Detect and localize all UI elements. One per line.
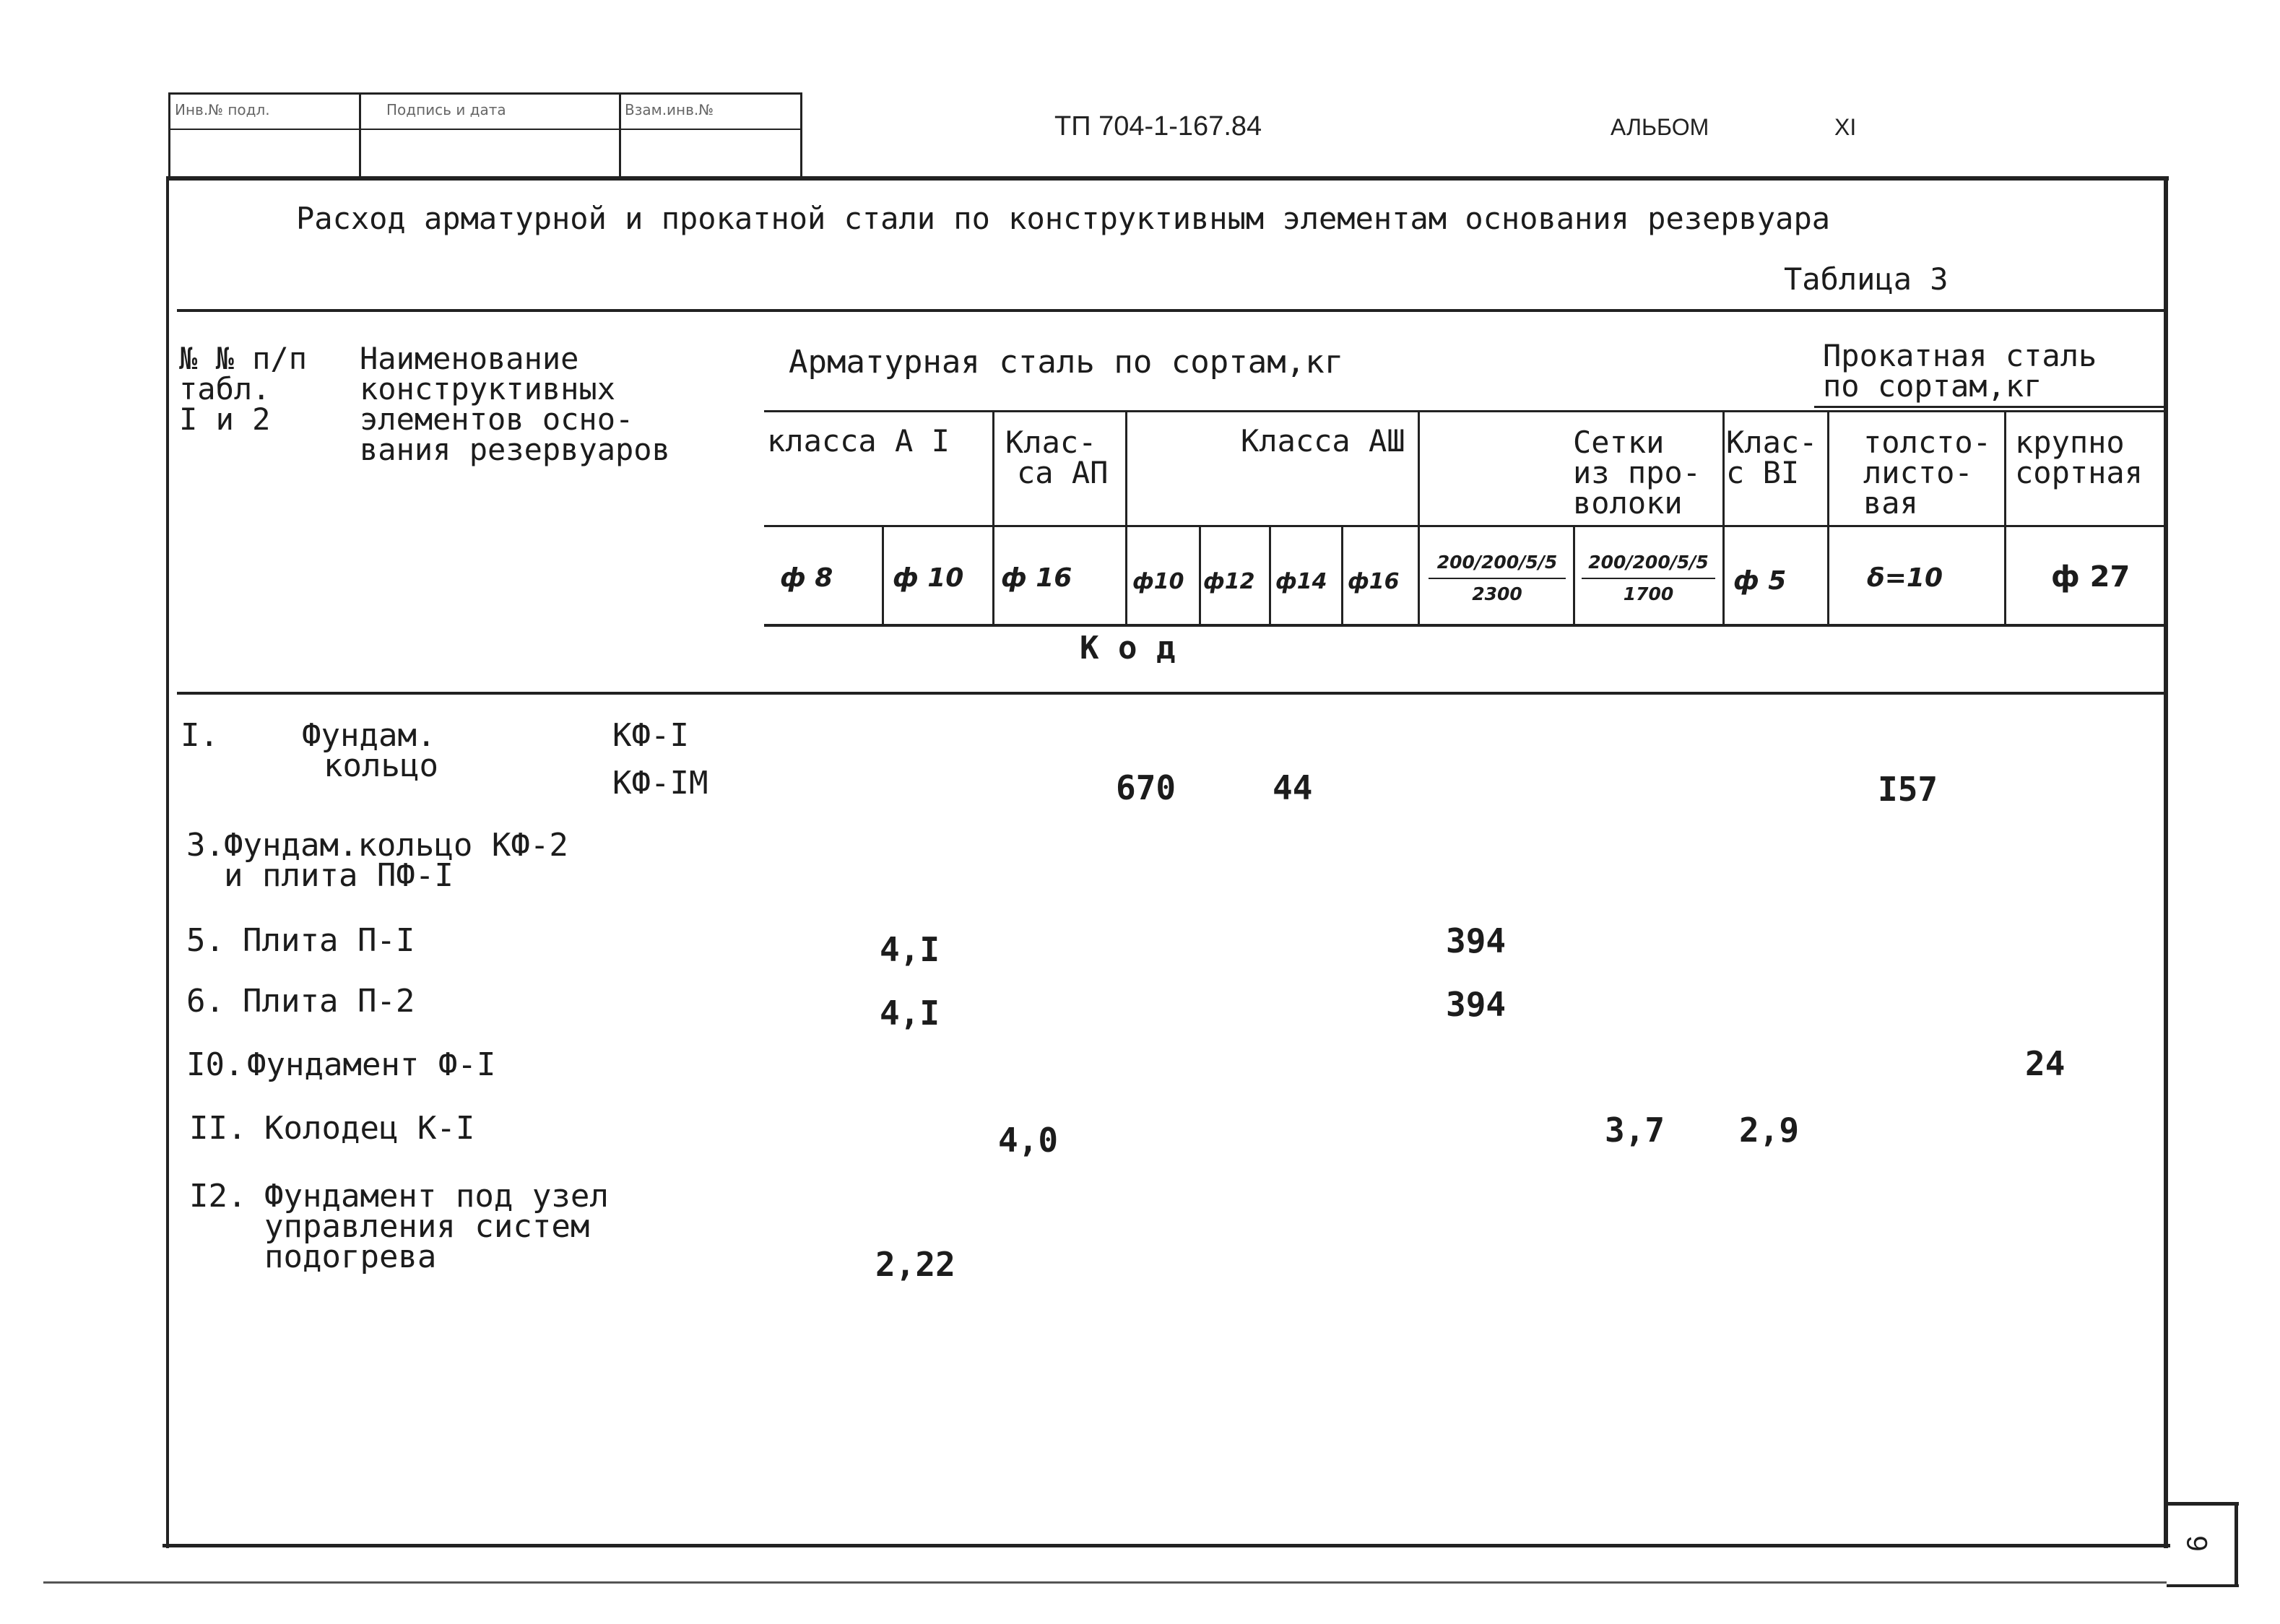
- num-header-3: I и 2: [179, 401, 271, 437]
- row-6-a1-10: 4,I: [880, 994, 940, 1033]
- frame-top: [168, 176, 2169, 181]
- album-label: АЛЬБОМ: [1611, 114, 1709, 140]
- dia-a3-14: ф14: [1275, 569, 1327, 594]
- frame-bottom: [162, 1544, 2170, 1547]
- page-title: Расход арматурной и прокатной стали по конструктивным элементам основания резервуара: [296, 201, 1831, 236]
- stamp-label-inv: Инв.№ подл.: [175, 101, 270, 118]
- class-b1-header-1: Клас-: [1726, 425, 1818, 460]
- row-5-mesh1: 394: [1446, 921, 1507, 960]
- class-mesh-header-2: из про-: [1573, 455, 1702, 490]
- dia-a1-10: ф 10: [893, 563, 964, 593]
- class-mesh-header-3: волоки: [1573, 485, 1683, 521]
- row-12-name-1: Фундамент под узел: [264, 1178, 609, 1215]
- code-label: К о д: [1080, 630, 1176, 666]
- row-3-num: 3.: [186, 827, 225, 864]
- dia-a3-16: ф16: [1348, 569, 1400, 594]
- dia-a1-8: ф 8: [780, 563, 833, 593]
- row-12-a1-10: 2,22: [875, 1245, 955, 1284]
- dia-mesh2-top: 200/200/5/5: [1588, 552, 1709, 573]
- doc-code: ТП 704-1-167.84: [1054, 111, 1262, 142]
- dia-sheet-10: δ=10: [1867, 563, 1943, 593]
- row-11-mesh2: 3,7: [1605, 1111, 1665, 1150]
- frame-right: [2164, 176, 2168, 1548]
- name-header-4: вания резервуаров: [360, 432, 670, 467]
- num-header-1: № № п/п: [179, 341, 308, 376]
- stamp-label-sign: Подпись и дата: [386, 101, 506, 118]
- dia-a2-16: ф 16: [1001, 563, 1072, 593]
- rolled-group-header-2: по сортам,кг: [1823, 368, 2042, 404]
- stamp-label-repl: Взам.инв.№: [625, 101, 714, 118]
- dia-mesh1-top: 200/200/5/5: [1436, 552, 1558, 573]
- class-a2-header-2: са АП: [1017, 455, 1109, 490]
- dia-mesh2-bottom: 1700: [1623, 583, 1674, 604]
- row-1-code-2: КФ-IМ: [612, 765, 708, 802]
- row-3-name-2: и плита ПФ-I: [224, 857, 454, 894]
- dia-a3-12: ф12: [1203, 569, 1255, 594]
- sheet-number: 9: [2180, 1535, 2213, 1552]
- class-large-header-2: сортная: [2015, 455, 2144, 490]
- dia-large-27: ф 27: [2051, 560, 2131, 594]
- class-sheet-header-1: толсто-: [1863, 425, 1992, 460]
- row-10-large-27: 24: [2025, 1044, 2066, 1083]
- name-header-1: Наименование: [360, 341, 579, 376]
- row-11-b1-5: 2,9: [1739, 1111, 1800, 1150]
- class-b1-header-2: с ВI: [1726, 455, 1800, 490]
- class-a1-header: класса А I: [767, 423, 950, 459]
- row-6-mesh1: 394: [1446, 985, 1507, 1024]
- class-a3-header: Класса АШ: [1241, 423, 1405, 459]
- dia-b1-5: ф 5: [1733, 566, 1787, 596]
- row-5-num: 5.: [186, 922, 225, 959]
- num-header-2: табл.: [179, 371, 271, 407]
- row-1-sheet-10: I57: [1878, 770, 1938, 809]
- row-1-name-1: Фундам.: [302, 717, 436, 754]
- class-sheet-header-3: вая: [1863, 485, 1918, 521]
- row-6-num: 6.: [186, 983, 225, 1020]
- class-mesh-header-1: Сетки: [1573, 425, 1665, 460]
- row-3-name-1: Фундам.кольцо КФ-2: [224, 827, 568, 864]
- row-6-name-1: Плита П-2: [243, 983, 415, 1020]
- row-5-name-1: Плита П-I: [243, 922, 415, 959]
- dia-mesh1-bottom: 2300: [1472, 583, 1522, 604]
- row-1-a3-10: 670: [1116, 768, 1176, 807]
- row-5-a1-10: 4,I: [880, 930, 940, 969]
- class-a2-header-1: Клас-: [1005, 425, 1097, 460]
- row-1-num: I.: [181, 717, 219, 754]
- name-header-2: конструктивных: [360, 371, 616, 407]
- frame-left: [166, 176, 169, 1548]
- row-1-name-2: кольцо: [324, 747, 438, 784]
- row-11-a2-16: 4,0: [998, 1121, 1059, 1160]
- row-12-num: I2.: [189, 1178, 247, 1215]
- row-11-name-1: Колодец К-I: [264, 1110, 475, 1147]
- row-10-num: I0.: [186, 1046, 244, 1083]
- row-12-name-3: подогрева: [264, 1238, 437, 1275]
- class-large-header-1: крупно: [2015, 425, 2125, 460]
- row-1-a3-14: 44: [1273, 768, 1313, 807]
- rolled-group-header-1: Прокатная сталь: [1823, 338, 2097, 373]
- table-label: Таблица 3: [1784, 261, 1949, 297]
- row-10-name-1: Фундамент Ф-I: [247, 1046, 496, 1083]
- row-1-code-1: КФ-I: [612, 717, 689, 754]
- class-sheet-header-2: листо-: [1863, 455, 1973, 490]
- row-11-num: II.: [189, 1110, 247, 1147]
- dia-a3-10: ф10: [1132, 569, 1184, 594]
- armature-group-header: Арматурная сталь по сортам,кг: [789, 344, 1344, 381]
- album-number: XI: [1834, 114, 1857, 140]
- row-12-name-2: управления систем: [264, 1208, 590, 1245]
- name-header-3: элементов осно-: [360, 401, 634, 437]
